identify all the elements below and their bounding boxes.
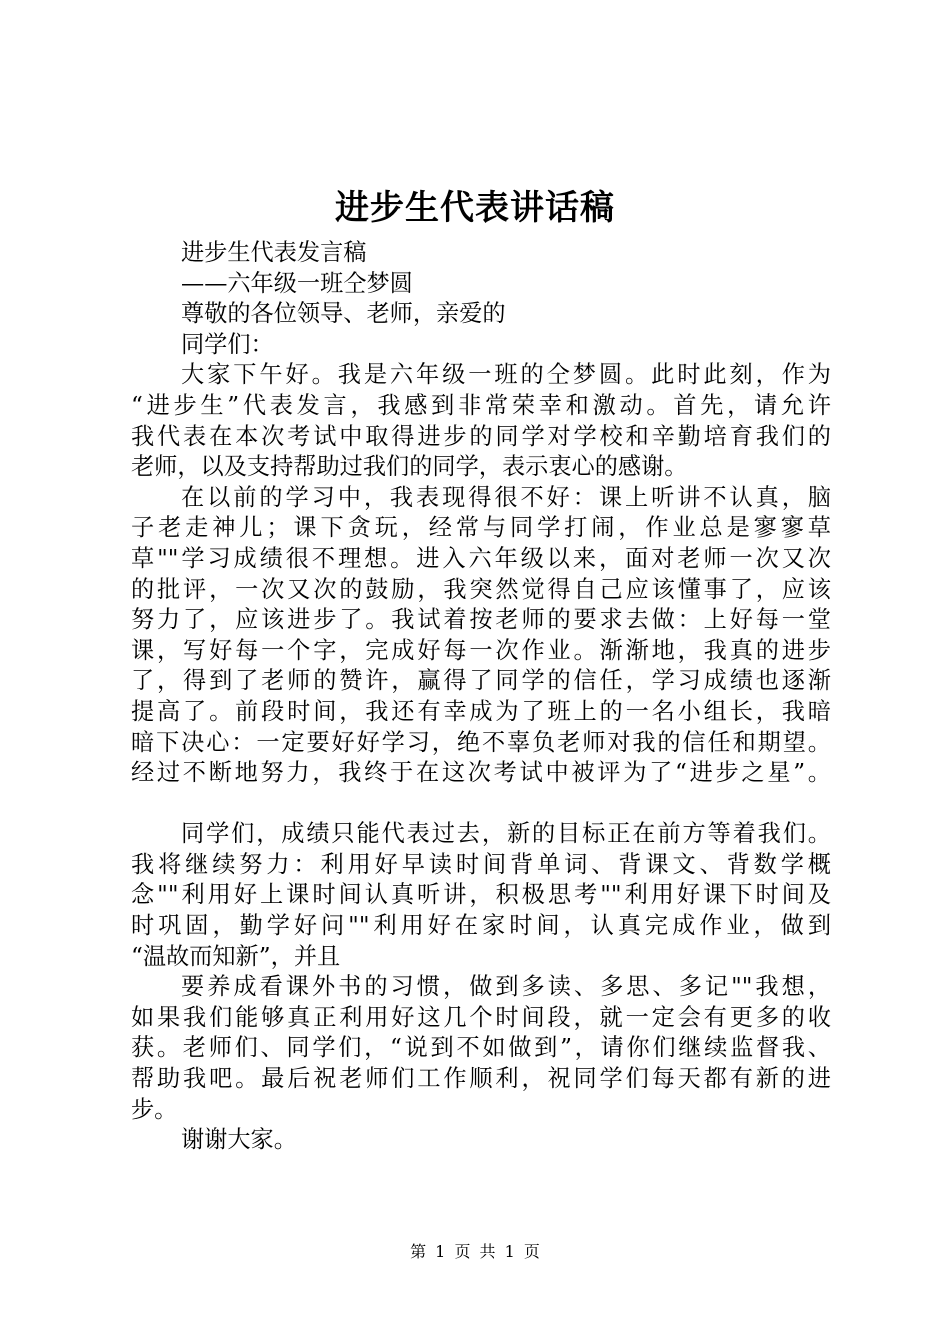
paragraph-line: 要养成看课外书的习惯，做到多读、多思、多记""我想， bbox=[181, 973, 831, 1001]
page-footer: 第 1 页 共 1 页 bbox=[410, 1242, 540, 1261]
paragraph-line: 我代表在本次考试中取得进步的同学对学校和辛勤培育我们的 bbox=[131, 422, 831, 450]
paragraph-line: 老师，以及支持帮助过我们的同学，表示衷心的感谢。 bbox=[131, 453, 688, 481]
paragraph-line: 了，得到了老师的赞许，赢得了同学的信任，学习成绩也逐渐 bbox=[131, 667, 831, 695]
salutation-line: 同学们： bbox=[181, 330, 274, 358]
paragraph-line: 课，写好每一个字，完成好每一次作业。渐渐地，我真的进步 bbox=[131, 636, 831, 664]
closing-line: 谢谢大家。 bbox=[181, 1126, 297, 1154]
subtitle-line: 进步生代表发言稿 bbox=[181, 239, 367, 266]
paragraph-line: 的批评，一次又次的鼓励，我突然觉得自己应该懂事了，应该 bbox=[131, 575, 831, 603]
paragraph-line: 如果我们能够真正利用好这几个时间段，就一定会有更多的收 bbox=[131, 1003, 831, 1031]
paragraph-line: 努力了，应该进步了。我试着按老师的要求去做：上好每一堂 bbox=[131, 606, 831, 634]
paragraph-line: 经过不断地努力，我终于在这次考试中被评为了“进步之星”。 bbox=[131, 759, 831, 787]
paragraph-line: 我将继续努力：利用好早读时间背单词、背课文、背数学概 bbox=[131, 850, 831, 878]
paragraph-line: 念""利用好上课时间认真听讲，积极思考""利用好课下时间及 bbox=[131, 881, 831, 909]
paragraph-line: 步。 bbox=[131, 1095, 178, 1123]
document-body bbox=[131, 238, 831, 1156]
paragraph-line: 帮助我吧。最后祝老师们工作顺利，祝同学们每天都有新的进 bbox=[131, 1065, 831, 1093]
paragraph-line: 提高了。前段时间，我还有幸成为了班上的一名小组长，我暗 bbox=[131, 697, 831, 725]
paragraph-line: 时巩固，勤学好问""利用好在家时间，认真完成作业，做到 bbox=[131, 912, 831, 940]
document-title: 进步生代表讲话稿 bbox=[335, 188, 615, 228]
paragraph-line: 同学们，成绩只能代表过去，新的目标正在前方等着我们。 bbox=[181, 820, 831, 848]
paragraph-line: 在以前的学习中，我表现得很不好：课上听讲不认真，脑 bbox=[181, 483, 831, 511]
salutation-line: 尊敬的各位领导、老师，亲爱的 bbox=[181, 300, 506, 328]
paragraph-line: “温故而知新”，并且 bbox=[131, 942, 341, 970]
paragraph-line: 大家下午好。我是六年级一班的仝梦圆。此时此刻，作为 bbox=[181, 361, 831, 389]
paragraph-gap bbox=[131, 789, 831, 820]
paragraph-line: 暗下决心：一定要好好学习，绝不辜负老师对我的信任和期望。 bbox=[131, 728, 831, 756]
author-line: ——六年级一班仝梦圆 bbox=[181, 269, 413, 297]
paragraph-line: 获。老师们、同学们，“说到不如做到”，请你们继续监督我、 bbox=[131, 1034, 831, 1062]
paragraph-line: “进步生”代表发言，我感到非常荣幸和激动。首先，请允许 bbox=[131, 391, 831, 419]
paragraph-line: 子老走神儿；课下贪玩，经常与同学打闹，作业总是寥寥草 bbox=[131, 514, 831, 542]
paragraph-line: 草""学习成绩很不理想。进入六年级以来，面对老师一次又次 bbox=[131, 544, 831, 572]
